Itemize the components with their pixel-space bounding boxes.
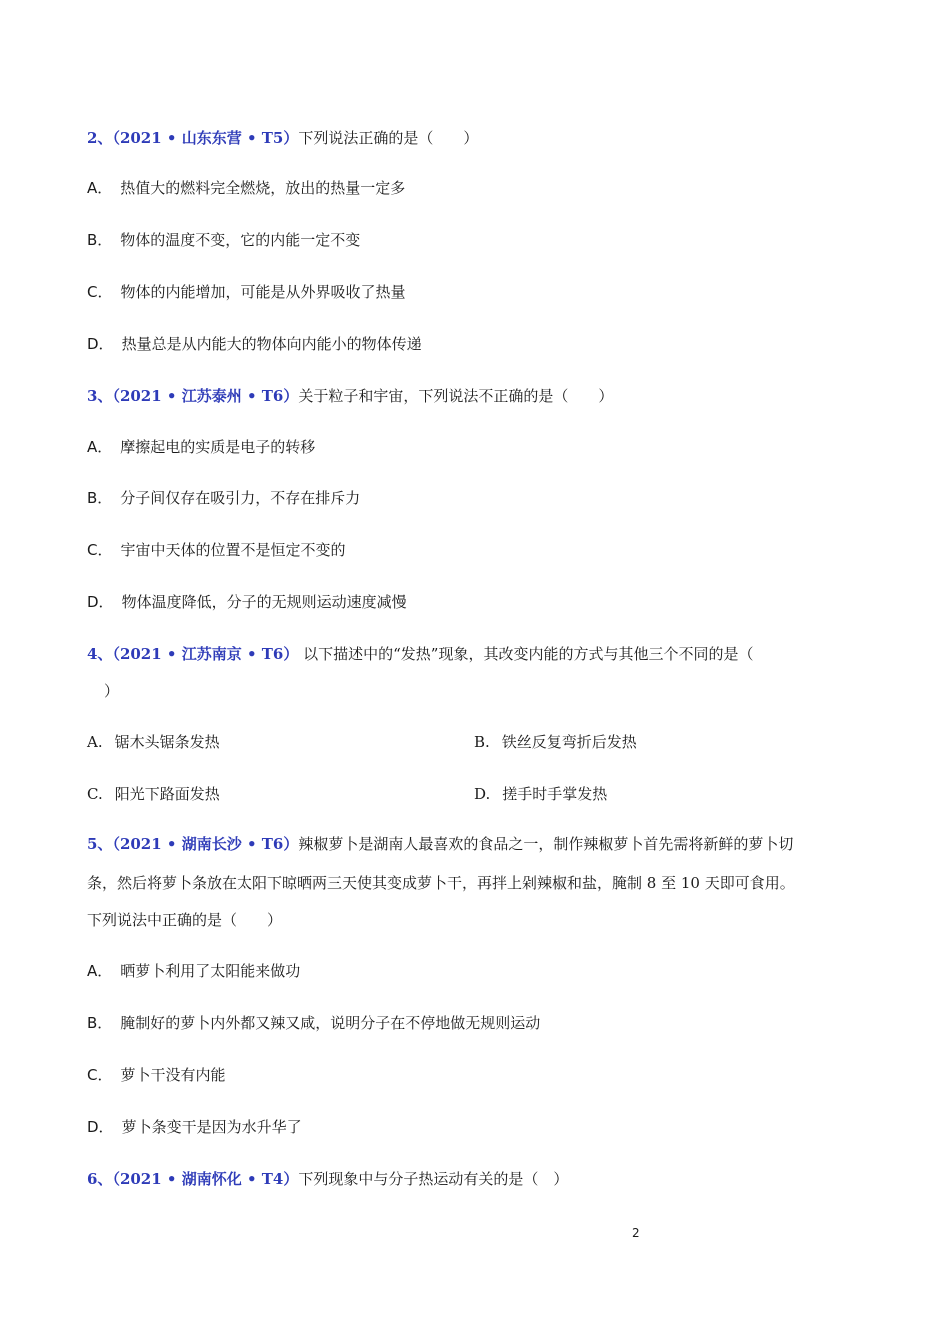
- option-label: A．: [87, 962, 113, 980]
- question-text: 以下描述中的“发热”现象，其改变内能的方式与其他三个不同的是（: [298, 645, 754, 663]
- question-text: 辣椒萝卜是湖南人最喜欢的食品之一，制作辣椒萝卜首先需将新鲜的萝卜切: [298, 835, 794, 853]
- question-3-option-b: [87, 487, 360, 509]
- question-3-option-d: [87, 591, 407, 613]
- question-text: 关于粒子和宇宙，下列说法不正确的是（ ）: [298, 387, 614, 405]
- question-5-stem: [87, 833, 793, 855]
- option-text: 宇宙中天体的位置不是恒定不变的: [120, 541, 346, 559]
- question-2-option-b: [87, 229, 360, 251]
- option-label: B．: [87, 231, 113, 249]
- question-4-stem: [87, 643, 753, 665]
- question-3-option-c: [87, 539, 346, 561]
- option-text: 铁丝反复弯折后发热: [501, 733, 637, 751]
- question-5-option-b: [87, 1012, 540, 1034]
- question-text-continued: 下列说法中正确的是（ ）: [87, 911, 283, 929]
- option-text: 锯木头锯条发热: [114, 733, 220, 751]
- question-number: 3、: [87, 387, 113, 405]
- question-3-stem: [87, 385, 613, 407]
- option-label: B.: [474, 733, 490, 751]
- question-source: （2021 • 湖南长沙 • T6）: [112, 835, 299, 853]
- option-text: 热量总是从内能大的物体向内能小的物体传递: [121, 335, 422, 353]
- option-label: C.: [87, 785, 103, 803]
- question-2-option-d: [87, 333, 422, 355]
- option-text: 物体的内能增加，可能是从外界吸收了热量: [120, 283, 406, 301]
- option-label: A．: [87, 179, 113, 197]
- option-label: A.: [87, 733, 103, 751]
- option-label: A．: [87, 438, 113, 456]
- option-text: 分子间仅存在吸引力，不存在排斥力: [120, 489, 361, 507]
- question-number: 4、: [87, 645, 113, 663]
- question-5-option-a: [87, 960, 300, 982]
- question-text: 下列说法正确的是（ ）: [298, 129, 479, 147]
- option-label: C．: [87, 1066, 113, 1084]
- option-text: 摩擦起电的实质是电子的转移: [120, 438, 316, 456]
- option-text: 萝卜干没有内能: [120, 1066, 226, 1084]
- option-label: D．: [87, 1118, 114, 1136]
- question-text-continued: ）: [104, 682, 120, 700]
- question-number: 5、: [87, 835, 113, 853]
- question-text: 下列现象中与分子热运动有关的是（ ）: [298, 1170, 569, 1188]
- option-text: 腌制好的萝卜内外都又辣又咸，说明分子在不停地做无规则运动: [120, 1014, 541, 1032]
- option-label: B．: [87, 1014, 113, 1032]
- option-label: D．: [87, 335, 114, 353]
- question-4-option-b: [474, 731, 637, 753]
- question-2-option-c: [87, 281, 406, 303]
- question-3-option-a: [87, 436, 315, 458]
- option-text: 萝卜条变干是因为水升华了: [121, 1118, 302, 1136]
- option-label: D.: [474, 785, 491, 803]
- option-text: 搓手时手掌发热: [502, 785, 608, 803]
- question-4-stem-continuation: [104, 680, 119, 702]
- question-source: （2021 • 山东东营 • T5）: [112, 129, 299, 147]
- question-source: （2021 • 湖南怀化 • T4）: [112, 1170, 299, 1188]
- option-label: B．: [87, 489, 113, 507]
- question-6-stem: [87, 1168, 568, 1190]
- question-source: （2021 • 江苏泰州 • T6）: [112, 387, 299, 405]
- option-text: 晒萝卜利用了太阳能来做功: [120, 962, 301, 980]
- option-label: D．: [87, 593, 114, 611]
- question-4-option-d: [474, 783, 607, 805]
- question-5-option-d: [87, 1116, 302, 1138]
- question-5-option-c: [87, 1064, 226, 1086]
- question-5-stem-line-2: [87, 872, 795, 894]
- option-text: 物体温度降低，分子的无规则运动速度减慢: [121, 593, 407, 611]
- question-4-option-a: [87, 731, 220, 753]
- option-label: C．: [87, 541, 113, 559]
- question-number: 2、: [87, 129, 113, 147]
- question-source: （2021 • 江苏南京 • T6）: [112, 645, 299, 663]
- question-number: 6、: [87, 1170, 113, 1188]
- question-2-stem: [87, 127, 478, 149]
- question-2-option-a: [87, 177, 405, 199]
- option-text: 阳光下路面发热: [114, 785, 220, 803]
- question-text-continued: 条，然后将萝卜条放在太阳下晾晒两三天使其变成萝卜干，再拌上剁辣椒和盐，腌制 8 至 10 天即可食用。: [87, 874, 795, 892]
- question-5-stem-line-3: [87, 909, 282, 931]
- page-number: 2: [632, 1226, 640, 1240]
- option-text: 热值大的燃料完全燃烧，放出的热量一定多: [120, 179, 406, 197]
- option-label: C．: [87, 283, 113, 301]
- question-4-option-c: [87, 783, 220, 805]
- option-text: 物体的温度不变，它的内能一定不变: [120, 231, 361, 249]
